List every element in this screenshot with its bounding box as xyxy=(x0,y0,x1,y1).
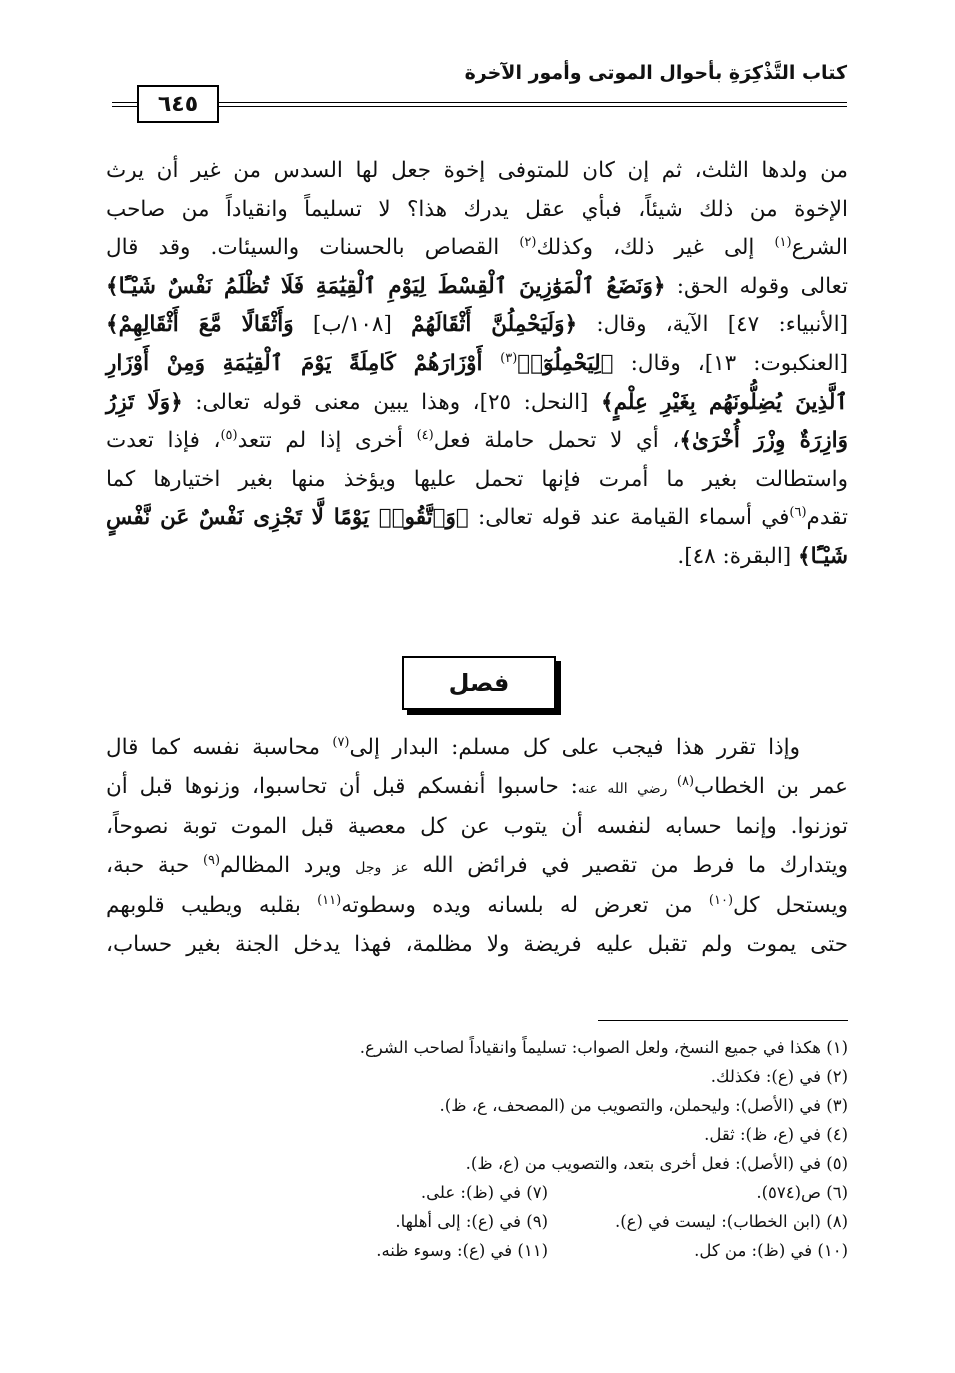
text-line: شَيْـًٔا﴾ [البقرة: ٤٨]. xyxy=(677,543,848,569)
footnote-ref[interactable]: (١٠) xyxy=(708,893,734,909)
quran-verse: شَيْـًٔا﴾ xyxy=(798,543,848,569)
footnote-9: (٩) في (ع): إلى أهلها. xyxy=(395,1212,548,1231)
text-line: ويستحل كل$^{(١٠)}$ من تعرض له بلسانه ويده وسطوته$^{(١١)}$ بقلبه ويطيب قلوبهم xyxy=(106,893,848,919)
quran-verse: أَوْزَارَهُمْ كَامِلَةً يَوْمَ ٱلْقِيَٰمَةِ وَمِنْ أَوْزَارِ xyxy=(106,350,501,376)
footnote-separator xyxy=(598,1020,848,1021)
quran-verse: ﴿وَنَضَعُ ٱلْمَوَٰزِينَ ٱلْقِسْطَ لِيَوْمِ ٱلْقِيَٰمَةِ فَلَا تُظْلَمُ نَفْسٌ شَيْـًٔا﴾ xyxy=(106,273,666,299)
footnote-11: (١١) في (ع): وسوء ظنه. xyxy=(376,1241,548,1260)
text-line: حتى يموت ولم تقبل عليه فريضة ولا مظلمة، فهذا يدخل الجنة بغير حساب، xyxy=(106,931,848,957)
footnote-1: (١) هكذا في جميع النسخ، ولعل الصواب: تسليماً وانقياداً لصاحب الشرع. xyxy=(359,1038,848,1057)
footnote-ref[interactable]: (٥) xyxy=(220,428,238,443)
page-number: ٦٤٥ xyxy=(137,85,219,123)
footnote-ref[interactable]: (٢) xyxy=(519,235,537,251)
header-rule xyxy=(112,102,847,107)
footnote-10: (١٠) في (ظ): من كل. xyxy=(694,1241,848,1260)
text-line: ٱلَّذِينَ يُضِلُّونَهُم بِغَيْرِ عِلْمٍ﴾ [النحل: ٢٥]، وهذا يبين معنى قوله تعالى: ﴿وَلَا تَزِرُ xyxy=(106,389,848,415)
text-line: تقدم$^{(٦)}$في أسماء القيامة عند قوله تعالى: ﴿وَٱتَّقُوا۟ يَوْمًا لَّا تَجْزِى نَفْسٌ عَن نَّفْسٍ xyxy=(106,505,849,531)
footnote-ref[interactable]: (٧) xyxy=(332,734,350,750)
honorific-glyph: عز وجل xyxy=(355,859,409,876)
text-line: [العنكبوت: ١٣]، وقال: ﴿لِيَحْمِلُوٓا۟$^{(٣)}$ أَوْزَارَهُمْ كَامِلَةً يَوْمَ ٱلْقِيَٰمَةِ وَمِنْ أَوْزَارِ xyxy=(106,350,848,376)
footnote-row xyxy=(106,1178,848,1207)
footnote-6: (٦) ص(٥٧٤). xyxy=(756,1183,848,1202)
quran-verse: ﴿وَٱتَّقُوا۟ يَوْمًا لَّا تَجْزِى نَفْسٌ عَن نَّفْسٍ xyxy=(106,505,469,531)
text-line: عمر بن الخطاب$^{(٨)}$ رضي الله عنه: حاسبوا أنفسكم قبل أن تحاسبوا، وزنوها قبل أن xyxy=(106,773,848,799)
quran-verse: وَازِرَةٌ وِزْرَ أُخْرَىٰ﴾ xyxy=(679,428,848,454)
paragraph-1 xyxy=(106,152,848,577)
text-line: [الأنبياء: ٤٧] الآية، وقال: ﴿وَلَيَحْمِلُنَّ أَثْقَالَهُمْ [١٠٨/ب] وَأَثْقَالًا مَّعَ أَثْقَالِهِمْ﴾ xyxy=(106,312,848,338)
footnote-8: (٨) (ابن الخطاب): ليست في (ع). xyxy=(614,1212,848,1231)
footnote-5: (٥) في (الأصل): فعل أخرى بتعد، والتصويب من (ع، ظ). xyxy=(465,1154,848,1173)
footnote-row xyxy=(106,1236,848,1265)
text-line: توزنوا. وإنما حسابه لنفسه أن يتوب عن كل معصية قبل الموت توبة نصوحاً، xyxy=(106,814,848,840)
quran-verse: وَأَثْقَالًا مَّعَ أَثْقَالِهِمْ﴾ xyxy=(106,312,294,338)
footnote-ref[interactable]: (٩) xyxy=(202,852,221,868)
footnote-ref[interactable]: (١) xyxy=(774,235,792,251)
text-line: من ولدها الثلث، ثم إن كان للمتوفى إخوة جعل لها السدس من غير أن يرث xyxy=(106,158,848,183)
footnote-ref[interactable]: (٤) xyxy=(416,428,434,443)
footnote-ref[interactable]: (٦) xyxy=(789,505,807,521)
text-line: الإخوة من ذلك شيئاً، فبأي عقل يدرك هذا؟ لا تسليماً وانقياداً من صاحب xyxy=(106,196,848,222)
section-heading: فصل xyxy=(402,656,556,710)
quran-verse: ٱلَّذِينَ يُضِلُّونَهُم بِغَيْرِ عِلْمٍ﴾ xyxy=(600,389,848,415)
footnote-ref[interactable]: (٨) xyxy=(676,773,695,789)
honorific-glyph: رضي الله عنه xyxy=(577,780,677,797)
text-line: وإذا تقرر هذا فيجب على كل مسلم: البدار إلى$^{(٧)}$ محاسبة نفسه كما قال xyxy=(106,734,800,760)
footnote-7: (٧) في (ظ): على. xyxy=(420,1183,548,1202)
paragraph-2 xyxy=(106,729,848,965)
text-line: الشرع$^{(١)}$ إلى غير ذلك، وكذلك$^{(٢)}$ القصاص بالحسنات والسيئات. وقد قال xyxy=(106,235,848,261)
running-title: كتاب التَّذْكِرَةِ بأحوال الموتى وأمور الآخرة xyxy=(464,62,847,84)
footnote-4: (٤) في (ع، ظ): ثقل. xyxy=(704,1125,848,1144)
footnote-ref[interactable]: (٣) xyxy=(500,350,518,366)
quran-verse: ﴿وَلَيَحْمِلُنَّ أَثْقَالَهُمْ xyxy=(411,312,578,338)
text-line: وَازِرَةٌ وِزْرَ أُخْرَىٰ﴾، أي لا تحمل حاملة فعل$^{(٤)}$ أخرى إذا لم تتعد$^{(٥)}$، فإذا تعدت xyxy=(106,428,848,454)
text-line: واستطالت بغير ما أمرت فإنها تحمل عليها ويؤخذ منها بغير اختيارها كما xyxy=(106,466,848,492)
footnotes xyxy=(106,1033,848,1265)
footnote-row xyxy=(106,1207,848,1236)
text-line: تعالى وقوله الحق: ﴿وَنَضَعُ ٱلْمَوَٰزِينَ ٱلْقِسْطَ لِيَوْمِ ٱلْقِيَٰمَةِ فَلَا تُظْلَمُ نَفْسٌ شَيْـًٔا﴾ xyxy=(106,273,848,299)
quran-verse: ﴿وَلَا تَزِرُ xyxy=(106,389,183,415)
text-line: ويتدارك ما فرط من تقصير في فرائض الله عز وجل ويرد المظالم$^{(٩)}$ حبة حبة، xyxy=(106,852,849,878)
quran-verse: ﴿لِيَحْمِلُوٓا۟ xyxy=(517,350,614,376)
footnote-ref[interactable]: (١١) xyxy=(317,893,342,909)
footnote-2: (٢) في (ع): فكذلك. xyxy=(710,1067,848,1086)
footnote-3: (٣) في (الأصل): وليحملن، والتصويب من (المصحف، ع، ظ). xyxy=(439,1096,848,1115)
